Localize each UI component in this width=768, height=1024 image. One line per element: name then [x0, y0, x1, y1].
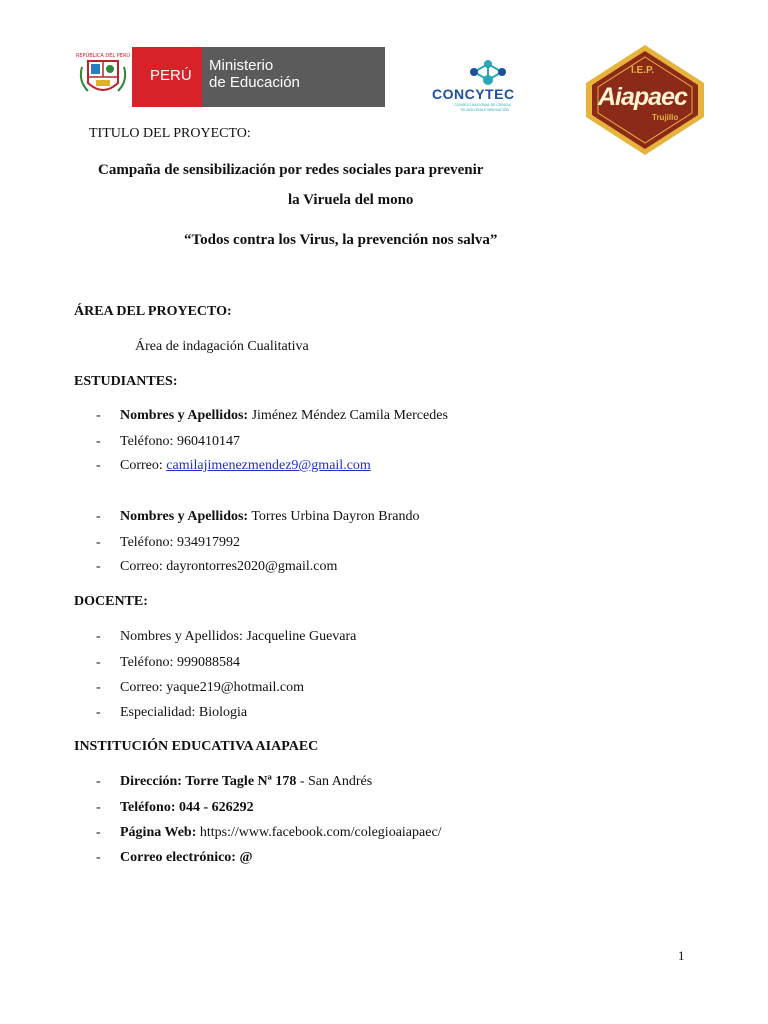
institution-web-value[interactable]: https://www.facebook.com/colegioaiapaec/	[196, 825, 442, 840]
project-slogan: “Todos contra los Virus, la prevención nos salva”	[184, 232, 498, 248]
list-item: - Teléfono: 044 - 626292	[96, 800, 254, 815]
student2-name-label: Nombres y Apellidos:	[120, 509, 249, 524]
student1-name-label: Nombres y Apellidos:	[120, 408, 249, 423]
peru-label: PERÚ	[150, 67, 192, 84]
students-heading: ESTUDIANTES:	[74, 374, 178, 389]
list-item: - Correo electrónico: @	[96, 850, 253, 865]
project-title-line2: la Viruela del mono	[288, 192, 414, 208]
concytec-logo	[430, 58, 550, 112]
aiapaec-city: Trujillo	[652, 113, 679, 122]
area-value: Área de indagación Cualitativa	[135, 339, 309, 354]
area-heading: ÁREA DEL PROYECTO:	[74, 304, 232, 319]
list-item: - Correo: yaque219@hotmail.com	[96, 680, 304, 695]
concytec-label: CONCYTEC	[432, 86, 515, 102]
teacher-email: Correo: yaque219@hotmail.com	[120, 680, 304, 695]
list-item: - Teléfono: 960410147	[96, 434, 240, 449]
student2-email-label: Correo:	[120, 559, 167, 574]
list-item: - Nombres y Apellidos: Jiménez Méndez Camila Mercedes	[96, 408, 448, 423]
list-item: - Correo: dayrontorres2020@gmail.com	[96, 559, 338, 574]
student2-email: dayrontorres2020@gmail.com	[166, 559, 338, 574]
aiapaec-logo	[578, 43, 712, 157]
institution-address-value: - San Andrés	[296, 774, 373, 789]
aiapaec-name: Aiapaec	[598, 83, 687, 111]
student2-phone: Teléfono: 934917992	[120, 535, 240, 550]
teacher-phone: Teléfono: 999088584	[120, 655, 240, 670]
teacher-heading: DOCENTE:	[74, 594, 148, 609]
teacher-specialty: Especialidad: Biologia	[120, 705, 248, 720]
institution-heading: INSTITUCIÓN EDUCATIVA AIAPAEC	[74, 739, 319, 754]
institution-email: Correo electrónico: @	[120, 850, 253, 865]
student1-email-label: Correo:	[120, 458, 167, 473]
student1-phone: Teléfono: 960410147	[120, 434, 240, 449]
project-title-label: TITULO DEL PROYECTO:	[89, 126, 251, 141]
list-item: - Nombres y Apellidos: Jacqueline Guevara	[96, 629, 357, 644]
page-number: 1	[678, 948, 685, 963]
institution-address-label: Dirección: Torre Tagle Nª 178	[120, 774, 297, 789]
minedu-logo	[74, 47, 385, 107]
ministry-line1: Ministerio	[209, 57, 274, 74]
institution-web-label: Página Web:	[120, 825, 197, 840]
concytec-sub1: CONSEJO NACIONAL DE CIENCIA,	[454, 103, 512, 107]
list-item: - Nombres y Apellidos: Torres Urbina Dayron Brando	[96, 509, 420, 524]
project-title-line1: Campaña de sensibilización por redes sociales para prevenir	[98, 162, 484, 178]
student1-name: Jiménez Méndez Camila Mercedes	[248, 408, 448, 423]
svg-text:REPÚBLICA DEL PERÚ: REPÚBLICA DEL PERÚ	[75, 53, 131, 59]
teacher-name: Nombres y Apellidos: Jacqueline Guevara	[120, 629, 357, 644]
list-item: - Correo: camilajimenezmendez9@gmail.com	[96, 458, 371, 473]
aiapaec-top: I.E.P.	[631, 65, 655, 76]
student2-name: Torres Urbina Dayron Brando	[248, 509, 420, 524]
list-item: - Página Web: https://www.facebook.com/colegioaiapaec/	[96, 825, 442, 840]
ministry-line2: de Educación	[209, 74, 300, 91]
concytec-sub2: TECNOLOGÍA E INNOVACIÓN	[460, 108, 509, 112]
list-item: - Especialidad: Biologia	[96, 705, 248, 720]
student1-email-link[interactable]: camilajimenezmendez9@gmail.com	[166, 458, 371, 473]
institution-phone: Teléfono: 044 - 626292	[120, 800, 254, 815]
list-item: - Teléfono: 999088584	[96, 655, 240, 670]
list-item: - Dirección: Torre Tagle Nª 178 - San Andrés	[96, 774, 373, 789]
list-item: - Teléfono: 934917992	[96, 535, 240, 550]
